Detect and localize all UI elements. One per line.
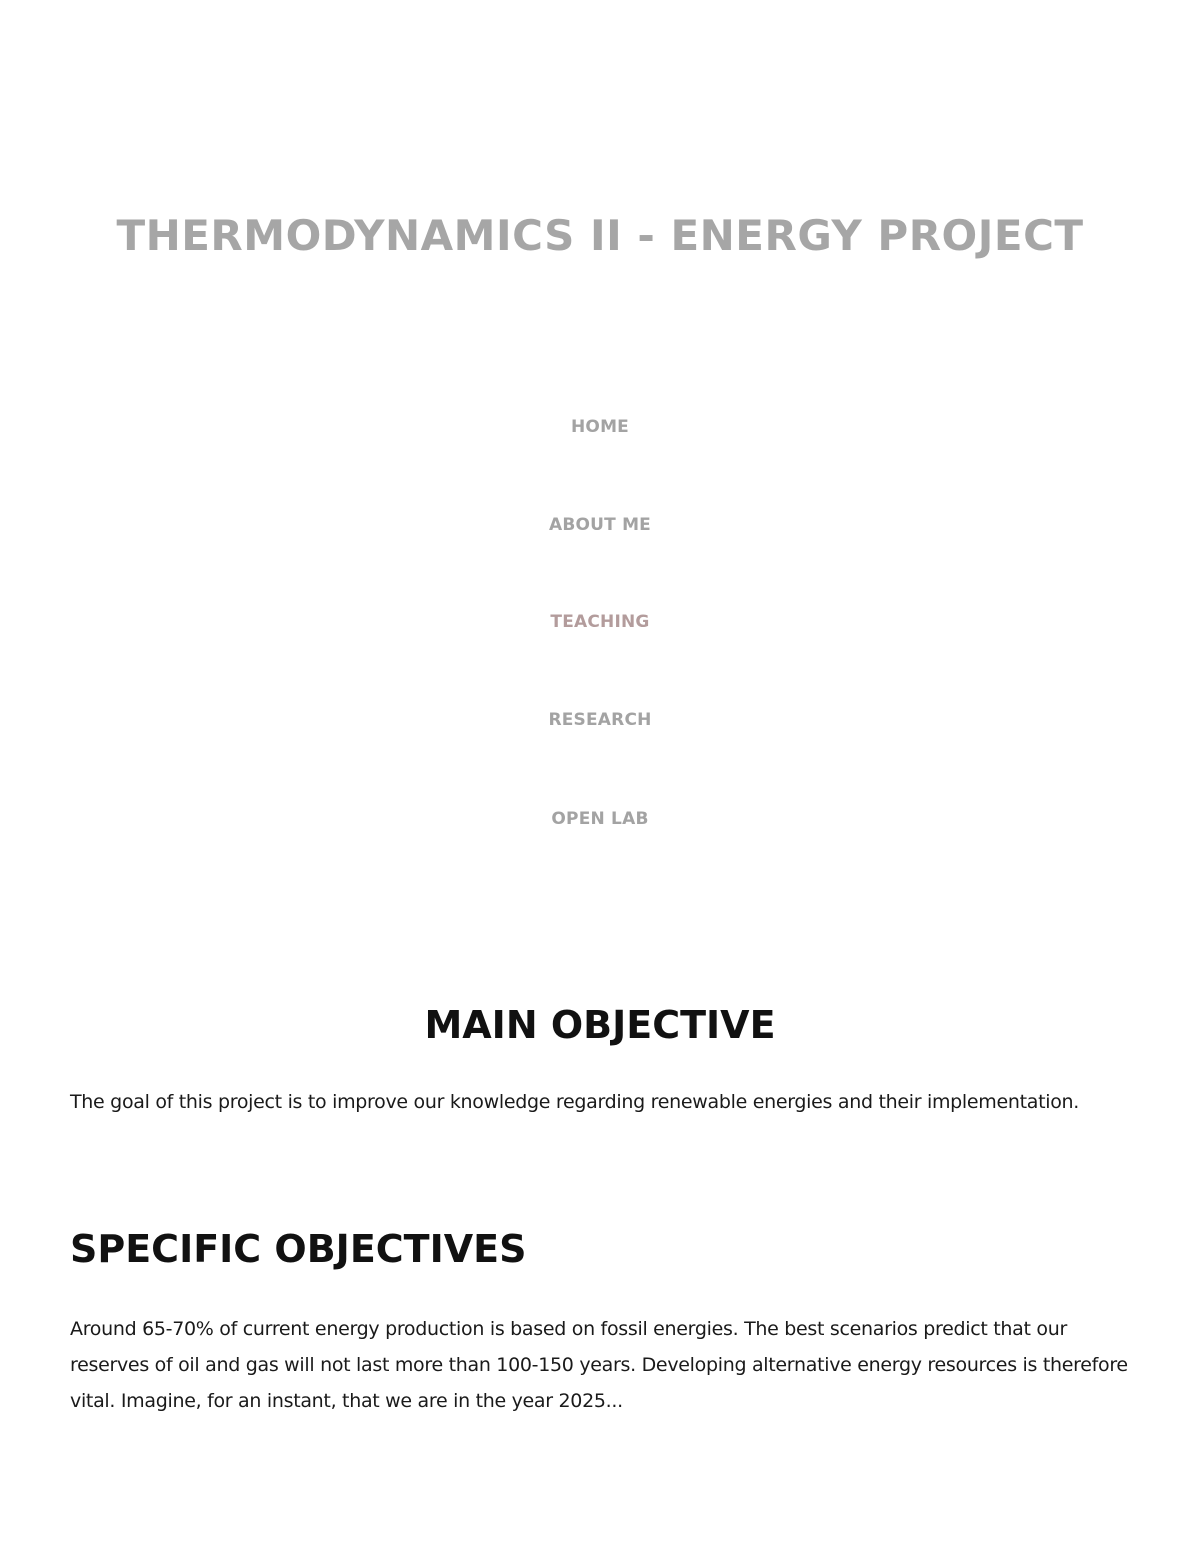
nav-item-home bbox=[0, 412, 1200, 442]
main-objective-heading: MAIN OBJECTIVE bbox=[424, 1003, 776, 1047]
nav-item-teaching bbox=[0, 607, 1200, 637]
site-title[interactable]: THERMODYNAMICS II - ENERGY PROJECT bbox=[116, 211, 1084, 260]
main-objective-text: The goal of this project is to improve our knowledge regarding renewable energies and their implementation. bbox=[70, 1091, 1080, 1113]
nav-link-teaching[interactable]: TEACHING bbox=[550, 612, 650, 632]
nav-link-about-me[interactable]: ABOUT ME bbox=[548, 515, 651, 535]
specific-objectives-heading: SPECIFIC OBJECTIVES bbox=[70, 1227, 527, 1271]
nav-link-open-lab[interactable]: OPEN LAB bbox=[551, 809, 649, 829]
specific-objectives-text: Around 65-70% of current energy production is based on fossil energies. The best scenarios predict that our reserves of oil and gas will not last more than 100-150 years. Developing alternative energy resources is therefore vital. Imagine, for an instant, that we are in the year 2025... bbox=[70, 1318, 1128, 1412]
nav-item-research bbox=[0, 705, 1200, 735]
nav-link-home[interactable]: HOME bbox=[570, 417, 629, 437]
nav-item-open-lab bbox=[0, 804, 1200, 834]
nav-item-about-me bbox=[0, 510, 1200, 540]
nav-link-research[interactable]: RESEARCH bbox=[548, 710, 652, 730]
